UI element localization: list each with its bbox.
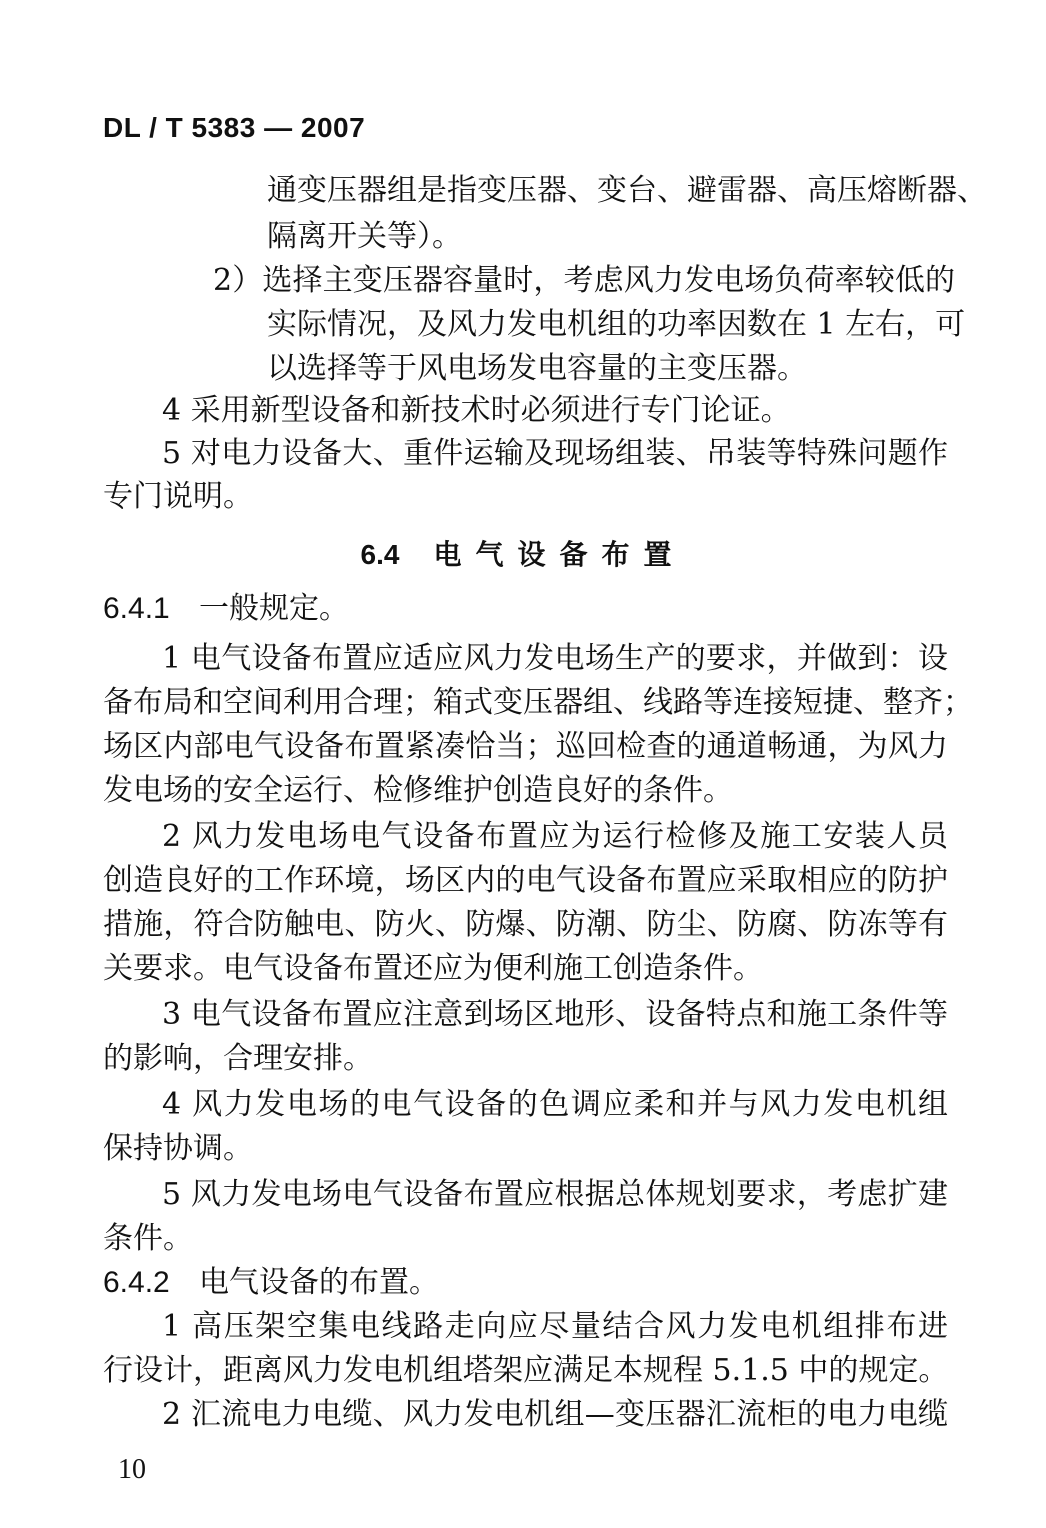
list-item: 1 电气设备布置应适应风力发电场生产的要求，并做到：设 [162, 641, 948, 676]
document-header: DL / T 5383 — 2007 [103, 112, 366, 143]
list-item: 5 对电力设备大、重件运输及现场组装、吊装等特殊问题作 [162, 436, 948, 471]
text-line: 关要求。电气设备布置还应为便利施工创造条件。 [103, 951, 763, 986]
text-line: 备布局和空间利用合理；箱式变压器组、线路等连接短捷、整齐； [103, 685, 973, 720]
clause-heading [103, 590, 349, 628]
list-item: 1 高压架空集电线路走向应尽量结合风力发电机组排布进 [162, 1309, 948, 1344]
section-heading [0, 533, 1046, 573]
clause-title: 一般规定。 [199, 591, 349, 626]
section-number: 6.4 [360, 539, 400, 570]
text-line: 隔离开关等）。 [267, 219, 462, 254]
list-item: 2 汇流电力电缆、风力发电机组—变压器汇流柜的电力电缆 [162, 1397, 948, 1432]
list-item: 2 风力发电场电气设备布置应为运行检修及施工安装人员 [162, 819, 948, 854]
section-title: 电气设备布置 [433, 539, 686, 570]
page-number: 10 [118, 1454, 146, 1485]
text-line: 以选择等于风电场发电容量的主变压器。 [267, 351, 807, 386]
clause-number: 6.4.1 [103, 592, 170, 625]
text-line: 专门说明。 [103, 479, 253, 514]
list-item: 3 电气设备布置应注意到场区地形、设备特点和施工条件等 [162, 997, 948, 1032]
list-item: 4 采用新型设备和新技术时必须进行专门论证。 [162, 393, 791, 428]
text-line: 措施，符合防触电、防火、防爆、防潮、防尘、防腐、防冻等有 [103, 907, 948, 942]
text-line: 条件。 [103, 1221, 193, 1256]
text-line: 实际情况，及风力发电机组的功率因数在 1 左右，可 [267, 307, 966, 342]
list-item: 5 风力发电场电气设备布置应根据总体规划要求，考虑扩建 [162, 1177, 948, 1212]
list-item: 2）选择主变压器容量时，考虑风力发电场负荷率较低的 [213, 263, 955, 298]
text-line: 创造良好的工作环境，场区内的电气设备布置应采取相应的防护 [103, 863, 948, 898]
clause-heading [103, 1264, 439, 1302]
text-line: 通变压器组是指变压器、变台、避雷器、高压熔断器、 [267, 173, 987, 208]
clause-number: 6.4.2 [103, 1266, 170, 1299]
text-line: 的影响，合理安排。 [103, 1041, 373, 1076]
text-line: 场区内部电气设备布置紧凑恰当；巡回检查的通道畅通，为风力 [103, 729, 948, 764]
text-line: 发电场的安全运行、检修维护创造良好的条件。 [103, 773, 733, 808]
clause-title: 电气设备的布置。 [199, 1265, 439, 1300]
text-line: 保持协调。 [103, 1131, 253, 1166]
list-item: 4 风力发电场的电气设备的色调应柔和并与风力发电机组 [162, 1087, 948, 1122]
text-line: 行设计，距离风力发电机组塔架应满足本规程 5.1.5 中的规定。 [103, 1353, 949, 1388]
